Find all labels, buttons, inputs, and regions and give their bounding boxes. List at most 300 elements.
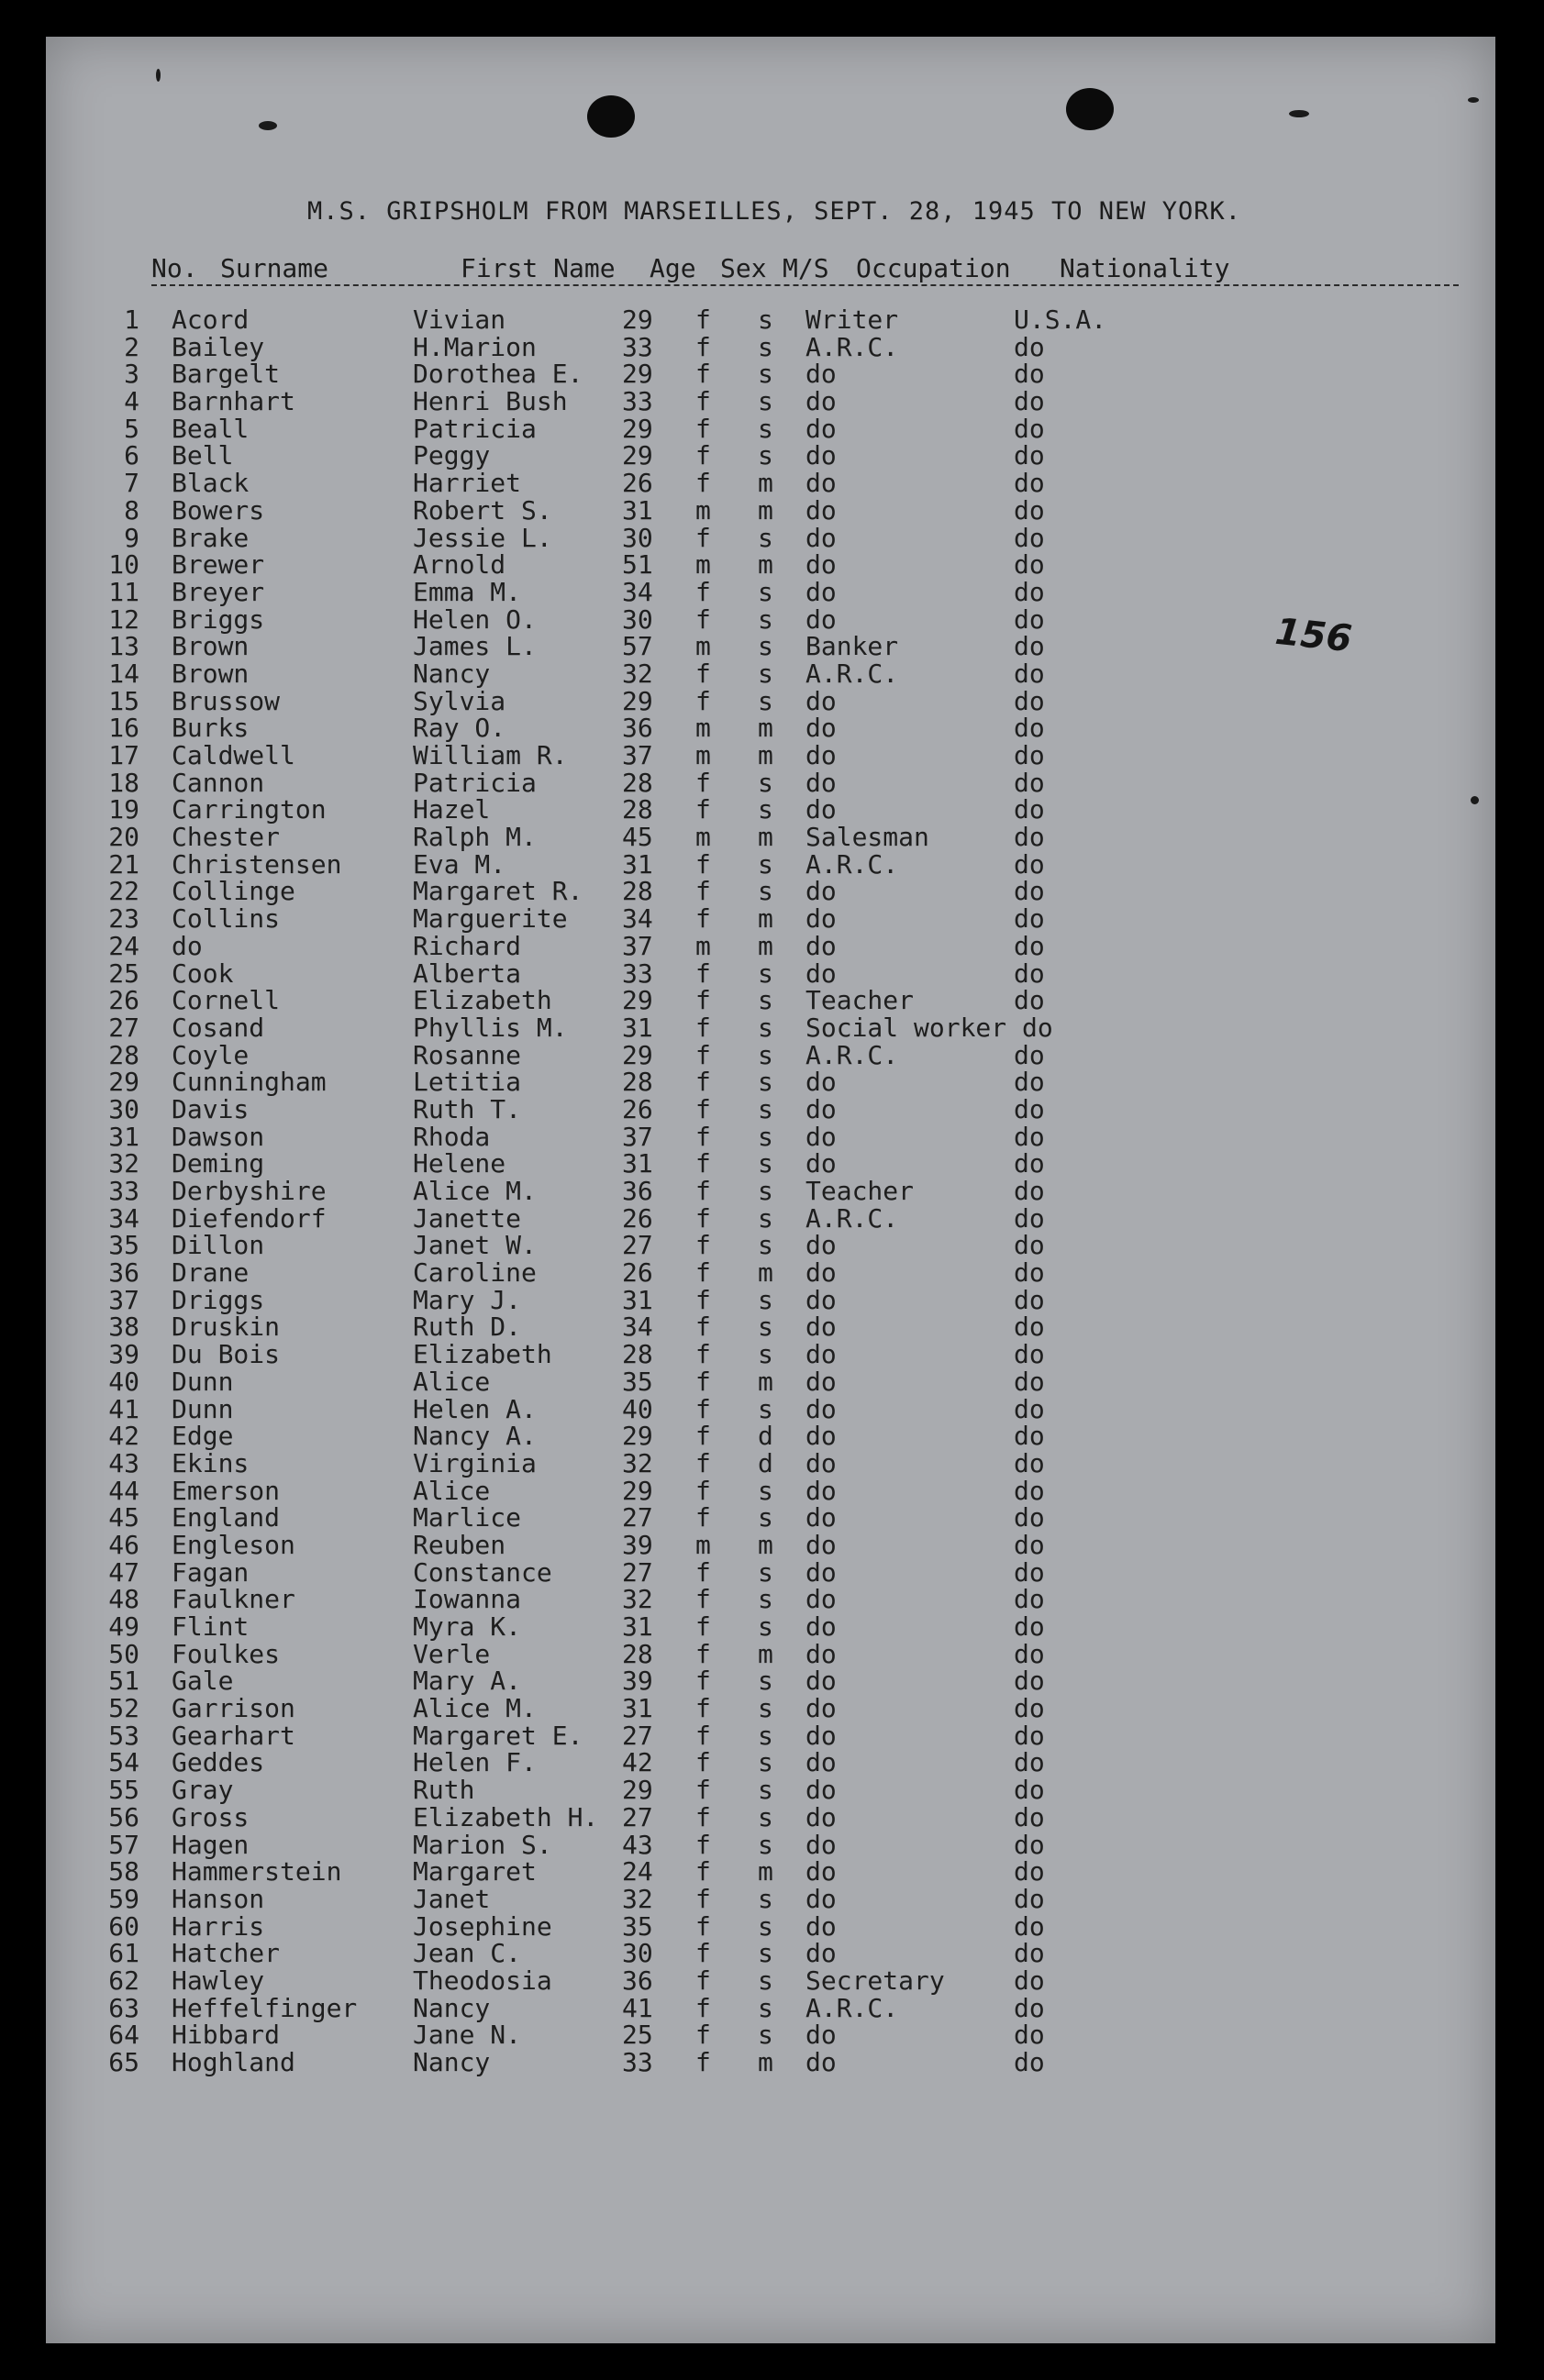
table-row [46, 1529, 1495, 1560]
table-row [46, 2049, 1495, 2076]
passenger-number-cell: 42 [108, 1421, 139, 1452]
table-row [46, 905, 1495, 933]
sex-cell: f [695, 386, 711, 417]
surname-cell: Briggs [172, 603, 265, 635]
surname-cell: Beall [172, 413, 250, 444]
occupation-cell: do [805, 1529, 837, 1560]
nationality-cell: do [1014, 1938, 1045, 1969]
occupation-cell: A.R.C. [805, 1039, 899, 1070]
first-name-cell: Janette [413, 1202, 522, 1234]
first-name-cell: Iowanna [413, 1584, 522, 1615]
occupation-cell: do [805, 1611, 837, 1642]
marital-status-cell: s [758, 1393, 773, 1424]
nationality-cell: do [1014, 1584, 1045, 1615]
surname-cell: Ekins [172, 1447, 250, 1478]
age-cell: 29 [622, 1475, 653, 1506]
marital-status-cell: m [758, 1366, 773, 1397]
first-name-cell: Alberta [413, 958, 522, 989]
age-cell: 26 [622, 468, 653, 499]
age-cell: 36 [622, 1176, 653, 1206]
occupation-cell: do [805, 903, 837, 935]
nationality-cell: do [1014, 1747, 1045, 1778]
first-name-cell: Elizabeth [413, 1339, 552, 1370]
surname-cell: do [172, 930, 203, 961]
first-name-cell: Jean C. [413, 1938, 522, 1969]
marital-status-cell: s [758, 1556, 773, 1588]
passenger-number-cell: 29 [108, 1067, 139, 1098]
first-name-cell: William R. [413, 740, 568, 770]
first-name-cell: Patricia [413, 413, 537, 444]
marital-status-cell: s [758, 2020, 773, 2051]
table-row [46, 360, 1495, 388]
nationality-cell: do [1014, 359, 1045, 390]
marital-status-cell: s [758, 1012, 773, 1043]
occupation-cell: do [805, 1148, 837, 1179]
passenger-number-cell: 37 [108, 1284, 139, 1315]
age-cell: 34 [622, 903, 653, 935]
occupation-cell: do [805, 386, 837, 417]
occupation-cell: A.R.C. [805, 658, 899, 689]
passenger-number-cell: 28 [108, 1039, 139, 1070]
table-row [46, 576, 1495, 607]
table-row [46, 1504, 1495, 1532]
sex-cell: m [695, 1529, 711, 1560]
occupation-cell: do [805, 1312, 837, 1343]
first-name-cell: Jessie L. [413, 522, 552, 553]
marital-status-cell: d [758, 1447, 773, 1478]
age-cell: 31 [622, 1693, 653, 1724]
surname-cell: Cannon [172, 767, 265, 798]
sex-cell: f [695, 2047, 711, 2077]
nationality-cell: U.S.A. [1014, 304, 1107, 335]
nationality-cell: do [1014, 631, 1045, 662]
age-cell: 27 [622, 1502, 653, 1533]
passenger-number-cell: 49 [108, 1611, 139, 1642]
surname-cell: Gross [172, 1801, 250, 1832]
occupation-cell: Salesman [805, 822, 929, 853]
ink-speck [156, 69, 161, 82]
marital-status-cell: s [758, 1176, 773, 1206]
surname-cell: Faulkner [172, 1584, 295, 1615]
surname-cell: Cosand [172, 1012, 265, 1043]
first-name-cell: Nancy [413, 2047, 491, 2077]
age-cell: 28 [622, 794, 653, 825]
surname-cell: Breyer [172, 576, 265, 607]
first-name-cell: Virginia [413, 1447, 537, 1478]
sex-cell: f [695, 1312, 711, 1343]
passenger-number-cell: 35 [108, 1230, 139, 1261]
column-header-occupation: Occupation [856, 253, 1011, 283]
passenger-number-cell: 56 [108, 1801, 139, 1832]
nationality-cell: do [1014, 1039, 1045, 1070]
first-name-cell: Nancy [413, 1992, 491, 2023]
table-row [46, 1393, 1495, 1424]
surname-cell: Cornell [172, 985, 281, 1016]
first-name-cell: Dorothea E. [413, 359, 583, 390]
age-cell: 27 [622, 1801, 653, 1832]
nationality-cell: do [1014, 1801, 1045, 1832]
occupation-cell: do [805, 603, 837, 635]
first-name-cell: Elizabeth [413, 985, 552, 1016]
nationality-cell: do [1014, 1475, 1045, 1506]
occupation-cell: A.R.C. [805, 1202, 899, 1234]
occupation-cell: do [805, 740, 837, 770]
marital-status-cell: m [758, 494, 773, 526]
sex-cell: f [695, 1965, 711, 1996]
marital-status-cell: s [758, 1992, 773, 2023]
marital-status-cell: s [758, 1611, 773, 1642]
passenger-number-cell: 11 [108, 576, 139, 607]
age-cell: 27 [622, 1556, 653, 1588]
passenger-number-cell: 9 [124, 522, 139, 553]
age-cell: 30 [622, 1938, 653, 1969]
nationality-cell: do [1014, 1556, 1045, 1588]
first-name-cell: Rosanne [413, 1039, 522, 1070]
nationality-cell: do [1014, 794, 1045, 825]
nationality-cell: do [1014, 2020, 1045, 2051]
nationality-cell: do [1014, 1883, 1045, 1914]
table-row [46, 1967, 1495, 1995]
occupation-cell: do [805, 522, 837, 553]
passenger-number-cell: 19 [108, 794, 139, 825]
sex-cell: f [695, 359, 711, 390]
table-row [46, 1093, 1495, 1124]
marital-status-cell: s [758, 1202, 773, 1234]
table-row [46, 1014, 1495, 1042]
sex-cell: f [695, 1638, 711, 1669]
age-cell: 36 [622, 713, 653, 744]
passenger-number-cell: 43 [108, 1447, 139, 1478]
age-cell: 36 [622, 1965, 653, 1996]
occupation-cell: do [805, 1284, 837, 1315]
occupation-cell: A.R.C. [805, 331, 899, 362]
nationality-cell: do [1014, 1856, 1045, 1887]
sex-cell: f [695, 1883, 711, 1914]
surname-cell: Harris [172, 1910, 265, 1942]
table-row [46, 331, 1495, 362]
first-name-cell: Alice [413, 1475, 491, 1506]
passenger-number-cell: 45 [108, 1502, 139, 1533]
surname-cell: Dunn [172, 1393, 234, 1424]
sex-cell: f [695, 685, 711, 716]
sex-cell: f [695, 767, 711, 798]
passenger-number-cell: 36 [108, 1257, 139, 1289]
first-name-cell: Verle [413, 1638, 491, 1669]
passenger-number-cell: 33 [108, 1176, 139, 1206]
ink-speck [1289, 110, 1309, 117]
sex-cell: f [695, 1121, 711, 1152]
marital-status-cell: s [758, 685, 773, 716]
surname-cell: Deming [172, 1148, 265, 1179]
passenger-number-cell: 38 [108, 1312, 139, 1343]
marital-status-cell: s [758, 1775, 773, 1806]
occupation-cell: do [805, 576, 837, 607]
table-row [46, 1749, 1495, 1777]
sex-cell: f [695, 1284, 711, 1315]
nationality-cell: do [1014, 494, 1045, 526]
nationality-cell: do [1014, 740, 1045, 770]
nationality-cell: do [1014, 1148, 1045, 1179]
age-cell: 31 [622, 848, 653, 880]
age-cell: 26 [622, 1257, 653, 1289]
marital-status-cell: s [758, 1339, 773, 1370]
first-name-cell: Ray O. [413, 713, 506, 744]
first-name-cell: Nancy [413, 658, 491, 689]
surname-cell: Brussow [172, 685, 281, 716]
surname-cell: Edge [172, 1421, 234, 1452]
age-cell: 30 [622, 603, 653, 635]
age-cell: 27 [622, 1230, 653, 1261]
occupation-cell: do [805, 1638, 837, 1669]
occupation-cell: do [805, 1121, 837, 1152]
occupation-cell: do [805, 794, 837, 825]
marital-status-cell: m [758, 1856, 773, 1887]
nationality-cell: do [1014, 1284, 1045, 1315]
first-name-cell: Margaret R. [413, 876, 583, 907]
passenger-number-cell: 20 [108, 822, 139, 853]
marital-status-cell: s [758, 440, 773, 471]
marital-status-cell: s [758, 1747, 773, 1778]
first-name-cell: Marguerite [413, 903, 568, 935]
marital-status-cell: s [758, 1801, 773, 1832]
nationality-cell: do [1014, 1529, 1045, 1560]
age-cell: 29 [622, 1421, 653, 1452]
nationality-cell: do [1014, 1829, 1045, 1860]
marital-status-cell: s [758, 331, 773, 362]
occupation-cell: do [805, 1257, 837, 1289]
marital-status-cell: s [758, 1938, 773, 1969]
nationality-cell: do [1014, 576, 1045, 607]
nationality-cell: do [1014, 549, 1045, 581]
occupation-cell: do [805, 767, 837, 798]
passenger-number-cell: 57 [108, 1829, 139, 1860]
first-name-cell: Helen F. [413, 1747, 537, 1778]
passenger-number-cell: 58 [108, 1856, 139, 1887]
age-cell: 32 [622, 658, 653, 689]
table-row [46, 848, 1495, 880]
table-row [46, 551, 1495, 579]
marital-status-cell: s [758, 359, 773, 390]
age-cell: 29 [622, 1039, 653, 1070]
passenger-number-cell: 46 [108, 1529, 139, 1560]
age-cell: 41 [622, 1992, 653, 2023]
nationality-cell: do [1014, 386, 1045, 417]
nationality-cell: do [1014, 1257, 1045, 1289]
age-cell: 28 [622, 876, 653, 907]
table-row [46, 388, 1495, 415]
surname-cell: Hawley [172, 1965, 265, 1996]
sex-cell: f [695, 794, 711, 825]
first-name-cell: Alice M. [413, 1693, 537, 1724]
surname-cell: Brake [172, 522, 250, 553]
table-row [46, 1883, 1495, 1914]
surname-cell: Driggs [172, 1284, 265, 1315]
nationality-cell: do [1014, 1312, 1045, 1343]
nationality-cell: do [1014, 767, 1045, 798]
occupation-cell: do [805, 1747, 837, 1778]
first-name-cell: James L. [413, 631, 537, 662]
table-row [46, 769, 1495, 797]
age-cell: 28 [622, 1067, 653, 1098]
passenger-number-cell: 15 [108, 685, 139, 716]
surname-cell: Bowers [172, 494, 265, 526]
age-cell: 40 [622, 1393, 653, 1424]
passenger-number-cell: 34 [108, 1202, 139, 1234]
age-cell: 29 [622, 685, 653, 716]
passenger-number-cell: 22 [108, 876, 139, 907]
passenger-number-cell: 16 [108, 713, 139, 744]
age-cell: 29 [622, 440, 653, 471]
passenger-number-cell: 64 [108, 2020, 139, 2051]
sex-cell: f [695, 304, 711, 335]
occupation-cell: do [805, 494, 837, 526]
ink-speck [259, 121, 277, 130]
first-name-cell: Richard [413, 930, 522, 961]
occupation-cell: do [805, 413, 837, 444]
age-cell: 34 [622, 1312, 653, 1343]
occupation-cell: do [805, 440, 837, 471]
surname-cell: Davis [172, 1093, 250, 1124]
age-cell: 35 [622, 1910, 653, 1942]
marital-status-cell: s [758, 1720, 773, 1751]
passenger-number-cell: 53 [108, 1720, 139, 1751]
marital-status-cell: m [758, 468, 773, 499]
marital-status-cell: s [758, 1910, 773, 1942]
sex-cell: f [695, 958, 711, 989]
table-row [46, 960, 1495, 988]
age-cell: 31 [622, 1611, 653, 1642]
occupation-cell: do [805, 1366, 837, 1397]
surname-cell: Bailey [172, 331, 265, 362]
surname-cell: Coyle [172, 1039, 250, 1070]
occupation-cell: do [805, 1693, 837, 1724]
age-cell: 29 [622, 1775, 653, 1806]
surname-cell: Caldwell [172, 740, 295, 770]
nationality-cell: do [1014, 1693, 1045, 1724]
first-name-cell: Harriet [413, 468, 522, 499]
passenger-number-cell: 50 [108, 1638, 139, 1669]
table-row [46, 930, 1495, 961]
table-row [46, 1368, 1495, 1396]
column-header-first-name: First Name [461, 253, 616, 283]
sex-cell: m [695, 631, 711, 662]
sex-cell: f [695, 576, 711, 607]
occupation-cell: do [805, 1393, 837, 1424]
first-name-cell: Letitia [413, 1067, 522, 1098]
occupation-cell: Teacher [805, 1176, 915, 1206]
occupation-cell: do [805, 1230, 837, 1261]
table-row [46, 1858, 1495, 1886]
nationality-cell: do [1014, 468, 1045, 499]
nationality-cell: do [1014, 1230, 1045, 1261]
surname-cell: Cook [172, 958, 234, 989]
marital-status-cell: s [758, 658, 773, 689]
table-row [46, 1284, 1495, 1315]
nationality-cell: do [1014, 822, 1045, 853]
first-name-cell: Helen O. [413, 603, 537, 635]
table-row [46, 660, 1495, 688]
sex-cell: f [695, 1257, 711, 1289]
surname-cell: Hanson [172, 1883, 265, 1914]
age-cell: 34 [622, 576, 653, 607]
sex-cell: f [695, 1910, 711, 1942]
table-row [46, 1121, 1495, 1152]
table-row [46, 1178, 1495, 1205]
marital-status-cell: s [758, 1883, 773, 1914]
sex-cell: f [695, 1176, 711, 1206]
surname-cell: Fagan [172, 1556, 250, 1588]
age-cell: 33 [622, 386, 653, 417]
nationality-cell: do [1014, 331, 1045, 362]
marital-status-cell: s [758, 1502, 773, 1533]
marital-status-cell: s [758, 1693, 773, 1724]
age-cell: 43 [622, 1829, 653, 1860]
marital-status-cell: m [758, 1257, 773, 1289]
marital-status-cell: s [758, 304, 773, 335]
first-name-cell: Vivian [413, 304, 506, 335]
column-header-age: Age [650, 253, 696, 283]
first-name-cell: Ralph M. [413, 822, 537, 853]
marital-status-cell: s [758, 1584, 773, 1615]
first-name-cell: Janet W. [413, 1230, 537, 1261]
nationality-cell: do [1014, 1202, 1045, 1234]
passenger-number-cell: 17 [108, 740, 139, 770]
age-cell: 57 [622, 631, 653, 662]
passenger-number-cell: 51 [108, 1666, 139, 1697]
nationality-cell: do [1014, 848, 1045, 880]
table-row [46, 1722, 1495, 1750]
age-cell: 39 [622, 1529, 653, 1560]
occupation-cell: do [805, 1502, 837, 1533]
surname-cell: Geddes [172, 1747, 265, 1778]
first-name-cell: Sylvia [413, 685, 506, 716]
first-name-cell: Theodosia [413, 1965, 552, 1996]
age-cell: 37 [622, 740, 653, 770]
passenger-number-cell: 48 [108, 1584, 139, 1615]
surname-cell: Acord [172, 304, 250, 335]
passenger-number-cell: 30 [108, 1093, 139, 1124]
age-cell: 37 [622, 930, 653, 961]
marital-status-cell: s [758, 1829, 773, 1860]
first-name-cell: Peggy [413, 440, 491, 471]
column-header-sex: Sex [720, 253, 767, 283]
surname-cell: Christensen [172, 848, 342, 880]
occupation-cell: do [805, 359, 837, 390]
ink-speck [1468, 97, 1479, 103]
nationality-cell: do [1014, 903, 1045, 935]
nationality-cell: do [1014, 958, 1045, 989]
punch-hole-right [1066, 88, 1114, 130]
first-name-cell: Janet [413, 1883, 491, 1914]
sex-cell: f [695, 903, 711, 935]
surname-cell: Burks [172, 713, 250, 744]
first-name-cell: Marion S. [413, 1829, 552, 1860]
nationality-cell: do [1014, 1339, 1045, 1370]
marital-status-cell: m [758, 740, 773, 770]
marital-status-cell: s [758, 794, 773, 825]
sex-cell: f [695, 1339, 711, 1370]
sex-cell: f [695, 1393, 711, 1424]
nationality-cell: do [1014, 1611, 1045, 1642]
nationality-cell: do [1014, 1638, 1045, 1669]
sex-cell: f [695, 1556, 711, 1588]
table-row [46, 1940, 1495, 1967]
age-cell: 29 [622, 413, 653, 444]
age-cell: 35 [622, 1366, 653, 1397]
first-name-cell: Constance [413, 1556, 552, 1588]
sex-cell: f [695, 1202, 711, 1234]
marital-status-cell: s [758, 958, 773, 989]
